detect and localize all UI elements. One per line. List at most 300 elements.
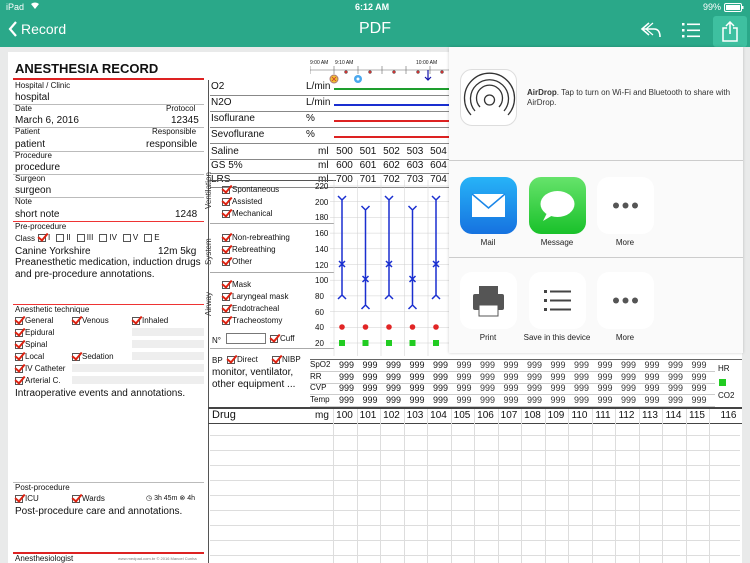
fluid-name: Saline — [211, 146, 239, 157]
drug-column: 102 — [383, 410, 400, 421]
drug-unit: mg — [315, 410, 329, 421]
drug-label: Drug — [212, 409, 236, 421]
option-label: Rebreathing — [232, 245, 276, 254]
protocol-label: Protocol — [166, 104, 196, 113]
class-i[interactable]: I — [38, 233, 50, 242]
tech-inhaled[interactable]: Inhaled — [132, 316, 168, 325]
checkbox-icon — [72, 495, 80, 503]
share-sheet — [449, 47, 743, 353]
row-divider — [210, 143, 452, 144]
grid-col — [451, 409, 452, 563]
checkbox-icon — [15, 329, 23, 337]
tech-sedation[interactable]: Sedation — [72, 352, 114, 361]
animal-name: Canine Yorkshire — [15, 246, 91, 257]
vital-value: 999 — [573, 394, 590, 405]
checkbox-icon — [222, 305, 230, 313]
option-label: Mechanical — [232, 209, 273, 218]
checkbox-icon — [15, 341, 23, 349]
vital-value: 999 — [409, 360, 425, 370]
date-label: Date — [15, 104, 32, 113]
checkbox-icon — [222, 258, 230, 266]
duration: ◷ 3h 45m ⊗ 4h — [146, 495, 195, 502]
vital-value: 999 — [362, 360, 378, 370]
vital-value: 999 — [550, 383, 566, 393]
system-option[interactable] — [222, 245, 276, 254]
vital-value: 999 — [503, 360, 519, 370]
vital-value: 999 — [409, 394, 425, 405]
tech-general[interactable]: General — [15, 316, 53, 325]
vital-value: 999 — [338, 383, 355, 393]
airway-option[interactable] — [222, 316, 282, 325]
monitor-text: monitor, ventilator, other equipment ... — [212, 367, 296, 390]
vital-value: 999 — [550, 394, 566, 405]
option-label: Non-rebreathing — [232, 233, 290, 242]
gas-name: O2 — [211, 81, 225, 92]
vital-value: 999 — [479, 371, 496, 382]
note-value: short note — [15, 209, 60, 220]
procedure-label: Procedure — [15, 151, 52, 160]
grid-col — [357, 409, 358, 563]
grid-col — [709, 409, 710, 563]
fluid-value: 702 — [383, 174, 400, 185]
vital-name: SpO2 — [310, 360, 331, 369]
vital-value: 999 — [526, 360, 543, 370]
fluid-unit: ml — [318, 146, 329, 157]
y-tick: 60 — [315, 307, 324, 317]
drug-column: 103 — [406, 410, 424, 421]
co2-marker-icon — [719, 379, 726, 386]
gas-line — [334, 104, 452, 106]
drug-column: 106 — [477, 410, 494, 421]
vital-value: 999 — [644, 394, 660, 405]
tube-number-field[interactable] — [226, 333, 266, 344]
footer-copyright: www.medpad.com.br © 2016 Manoel Cunha — [118, 556, 197, 561]
tech-iv-catheter[interactable]: IV Catheter — [15, 364, 65, 373]
vital-value: 999 — [456, 394, 472, 405]
fluid-value: 504 — [430, 146, 447, 157]
vital-value: 999 — [385, 371, 402, 382]
y-tick: 160 — [315, 229, 329, 239]
vital-value: 999 — [667, 394, 684, 405]
vital-value: 999 — [362, 394, 378, 405]
row-divider — [210, 111, 452, 112]
y-tick: 220 — [315, 182, 329, 191]
postproc-label: Post-procedure — [15, 483, 70, 492]
checkbox-icon — [15, 495, 23, 503]
grid-row — [210, 555, 740, 556]
option-label: Assisted — [232, 197, 263, 206]
fluid-name: GS 5% — [211, 160, 243, 171]
print-label: Print — [479, 333, 497, 342]
drug-column: 100 — [336, 410, 353, 421]
vital-value: 999 — [691, 383, 707, 393]
gas-name: Sevoflurane — [211, 129, 265, 140]
share-actions-row — [449, 258, 743, 353]
drug-column: 116 — [720, 410, 737, 421]
vital-value: 999 — [503, 394, 519, 405]
grid-col — [686, 409, 687, 563]
vital-value: 999 — [550, 371, 566, 382]
vital-value: 999 — [409, 383, 425, 393]
fluid-value: 704 — [430, 174, 447, 185]
class-e[interactable]: E — [144, 233, 159, 242]
hr-mark — [386, 324, 392, 330]
post-icu[interactable]: ICU — [15, 494, 39, 503]
bp-mark — [385, 196, 393, 299]
gas-name: N2O — [211, 97, 232, 108]
vital-value: 999 — [503, 371, 519, 382]
option-label: Laryngeal mask — [232, 292, 289, 301]
class-label: Class — [15, 234, 36, 243]
responsible-label: Responsible — [152, 127, 197, 136]
carrier: iPad — [6, 2, 25, 12]
postproc-text: Post-procedure care and annotations. — [15, 506, 183, 517]
y-tick: 120 — [315, 260, 329, 270]
y-tick: 180 — [315, 213, 329, 223]
intraop-text: Intraoperative events and annotations. — [15, 388, 186, 399]
y-tick: 200 — [315, 197, 329, 207]
vital-value: 999 — [573, 383, 590, 393]
print-button[interactable] — [460, 272, 517, 329]
grid-col — [521, 409, 522, 563]
message-icon — [529, 177, 586, 234]
checkbox-icon — [227, 356, 235, 364]
y-tick: 20 — [315, 339, 324, 348]
checkbox-icon — [56, 234, 64, 242]
vital-value: 999 — [667, 360, 684, 370]
checkbox-icon — [222, 246, 230, 254]
record-title: ANESTHESIA RECORD — [15, 61, 159, 76]
tech-venous[interactable]: Venous — [72, 316, 109, 325]
surgeon-value: surgeon — [15, 185, 52, 196]
fluid-value: 500 — [336, 146, 353, 157]
drug-column: 109 — [547, 410, 565, 421]
vital-value: 999 — [385, 394, 402, 405]
grid-col — [404, 409, 405, 563]
bp-direct[interactable]: Direct — [227, 355, 258, 364]
vital-name: RR — [310, 371, 322, 381]
checkbox-icon — [77, 234, 85, 242]
vital-value: 999 — [338, 360, 355, 370]
checkbox-icon — [15, 317, 23, 325]
option-label: Other — [232, 257, 253, 266]
more-icon — [597, 272, 654, 329]
checkbox-icon — [222, 317, 230, 325]
y-tick: 40 — [315, 323, 324, 333]
vital-value: 999 — [620, 360, 637, 370]
vital-value: 999 — [479, 360, 496, 370]
y-tick: 80 — [315, 291, 324, 301]
preproc-label: Pre-procedure — [15, 222, 67, 231]
fluid-value: 604 — [430, 160, 447, 171]
hospital-value: hospital — [15, 92, 50, 103]
time-2: 9:10 AM — [335, 60, 354, 66]
vital-value: 999 — [550, 360, 566, 370]
airdrop-description: AirDrop. Tap to turn on Wi-Fi and Bluetooth to share with AirDrop. — [527, 88, 731, 107]
fluid-value: 703 — [406, 174, 424, 185]
grid-col — [662, 409, 663, 563]
checkbox-icon — [123, 234, 131, 242]
hr-mark — [433, 324, 439, 330]
vital-value: 999 — [362, 383, 378, 393]
co2-mark — [410, 340, 416, 346]
save-device-button[interactable] — [529, 272, 586, 329]
checkbox-icon — [15, 377, 23, 385]
checkbox-icon — [72, 353, 80, 361]
vital-value: 999 — [691, 394, 707, 405]
vital-value: 999 — [526, 394, 543, 405]
checkbox-icon — [222, 186, 230, 194]
more-label: More — [615, 238, 635, 247]
grid-row — [210, 450, 740, 451]
grid-row — [210, 540, 740, 541]
mail-button[interactable] — [460, 177, 517, 234]
grid-col — [498, 409, 499, 563]
checkbox-icon — [222, 210, 230, 218]
gas-unit: L/min — [306, 81, 331, 92]
airway-label: Airway — [204, 291, 213, 316]
vent-option[interactable] — [222, 209, 272, 218]
gas-unit: % — [306, 129, 315, 140]
protocol-value: 12345 — [171, 115, 199, 126]
vital-value: 999 — [385, 383, 402, 393]
vital-name: Temp — [310, 394, 330, 404]
responsible-value: responsible — [146, 139, 198, 150]
time-3: 10:00 AM — [416, 60, 438, 66]
grid-row — [210, 525, 740, 526]
airdrop-icon — [460, 69, 517, 126]
more-apps-button[interactable] — [597, 177, 654, 234]
surgeon-label: Surgeon — [15, 174, 46, 183]
vital-value: 999 — [432, 371, 449, 382]
bp-label: BP — [212, 356, 223, 365]
vital-value: 999 — [338, 371, 355, 382]
vital-value: 999 — [456, 360, 472, 370]
fluid-value: 601 — [359, 160, 377, 171]
drug-column: 115 — [689, 410, 705, 421]
drug-column: 104 — [430, 410, 447, 421]
vital-value: 999 — [597, 394, 613, 405]
vital-value: 999 — [691, 360, 707, 370]
list-icon — [529, 272, 586, 329]
preproc-text: Preanesthetic medication, induction drugs and pre-procedure annotations. — [15, 257, 201, 280]
gas-line — [334, 88, 452, 90]
system-option[interactable] — [222, 257, 252, 266]
share-apps-row — [449, 161, 743, 257]
fluid-value: 602 — [383, 160, 400, 171]
drug-column: 112 — [618, 410, 635, 421]
bp-mark — [432, 196, 440, 299]
grid-col — [639, 409, 640, 563]
mail-icon — [460, 177, 517, 234]
fluid-value: 700 — [336, 174, 353, 185]
grid-row — [210, 495, 740, 496]
gas-unit: L/min — [306, 97, 331, 108]
tech-epidural[interactable]: Epidural — [15, 328, 54, 337]
checkbox-icon — [72, 317, 80, 325]
fluid-value: 502 — [383, 146, 400, 157]
vital-value: 999 — [479, 394, 496, 405]
message-label: Message — [540, 238, 574, 247]
vital-value: 999 — [667, 371, 684, 382]
checkbox-icon — [222, 281, 230, 289]
vital-value: 999 — [385, 360, 402, 370]
grid-row — [210, 480, 740, 481]
list-menu-icon[interactable] — [682, 22, 700, 43]
co2-mark — [363, 340, 369, 346]
vital-value: 999 — [432, 383, 449, 393]
anesthesiologist-label: Anesthesiologist — [15, 554, 74, 563]
page-title: PDF — [359, 20, 391, 37]
drug-column: 110 — [571, 410, 588, 421]
option-label: Mask — [232, 280, 252, 289]
drug-column: 107 — [500, 410, 518, 421]
vital-value: 999 — [573, 360, 590, 370]
system-option[interactable] — [222, 233, 290, 242]
system-label: System — [204, 238, 213, 265]
share-icon — [722, 21, 738, 42]
save-device-label: Save in this device — [523, 333, 591, 342]
option-label: Tracheostomy — [232, 316, 283, 325]
vital-value: 999 — [432, 394, 449, 405]
co2-mark — [339, 340, 345, 346]
grid-col — [568, 409, 569, 563]
gas-line — [334, 136, 452, 138]
airway-option[interactable] — [222, 280, 251, 289]
gas-unit: % — [306, 113, 315, 124]
tech-local[interactable]: Local — [15, 352, 44, 361]
hr-mark — [363, 324, 369, 330]
note-number: 1248 — [175, 209, 198, 220]
vital-value: 999 — [597, 383, 613, 393]
co2-mark — [433, 340, 439, 346]
y-tick: 100 — [315, 276, 329, 286]
vent-option[interactable] — [222, 197, 262, 206]
grid-row — [210, 510, 740, 511]
vital-name: CVP — [310, 383, 327, 392]
bp-nibp[interactable]: NIBP — [272, 355, 301, 364]
drug-column: 105 — [453, 410, 471, 421]
airdrop-section[interactable] — [449, 47, 743, 160]
gas-name: Isoflurane — [211, 113, 255, 124]
technique-label: Anesthetic technique — [15, 305, 90, 314]
time-1: 9:00 AM — [310, 60, 329, 66]
vital-value: 999 — [362, 371, 378, 382]
fluid-unit: ml — [318, 160, 329, 171]
reply-icon[interactable] — [640, 21, 662, 44]
grid-col — [427, 409, 428, 563]
vital-value: 999 — [526, 371, 543, 382]
tube-number-label: N° — [212, 336, 221, 345]
date-value: March 6, 2016 — [15, 115, 79, 126]
option-label: Spontaneous — [232, 185, 280, 194]
more-actions-label: More — [615, 333, 635, 342]
grid-col — [615, 409, 616, 563]
drug-column: 113 — [642, 410, 658, 421]
grid-col — [545, 409, 546, 563]
hospital-label: Hospital / Clinic — [15, 81, 71, 90]
message-button[interactable] — [529, 177, 586, 234]
vital-value: 999 — [667, 383, 684, 393]
checkbox-icon — [15, 353, 23, 361]
fluid-value: 603 — [406, 160, 424, 171]
vital-value: 999 — [620, 371, 637, 382]
fluid-value: 701 — [359, 174, 377, 185]
vital-value: 999 — [691, 371, 707, 382]
grid-col — [592, 409, 593, 563]
airway-option[interactable] — [222, 292, 288, 301]
vital-value: 999 — [644, 371, 660, 382]
class-iv[interactable]: IV — [99, 233, 117, 242]
tech-arterial[interactable]: Arterial C. — [15, 376, 61, 385]
ventilation-label: Ventilation — [204, 172, 213, 209]
drug-column: 111 — [595, 410, 611, 421]
hr-mark — [339, 324, 345, 330]
vital-value: 999 — [456, 383, 472, 393]
class-ii[interactable]: II — [56, 233, 70, 242]
drug-column: 108 — [524, 410, 541, 421]
navigation-bar — [0, 15, 750, 47]
airway-option[interactable] — [222, 304, 279, 313]
grid-col — [333, 409, 334, 563]
vital-value: 999 — [620, 394, 637, 405]
checkbox-icon — [272, 356, 280, 364]
gas-line — [334, 120, 452, 122]
grid-col — [474, 409, 475, 563]
co2-legend: CO2 — [718, 391, 735, 400]
co2-mark — [386, 340, 392, 346]
share-button[interactable] — [713, 16, 747, 47]
mail-label: Mail — [480, 238, 496, 247]
patient-label: Patient — [15, 127, 40, 136]
drug-column: 114 — [665, 410, 682, 421]
back-label: Record — [21, 21, 67, 37]
asa-class-group — [38, 233, 160, 242]
class-iii[interactable]: III — [77, 233, 94, 242]
vital-value: 999 — [479, 383, 496, 393]
battery-icon — [724, 3, 744, 14]
wifi-icon — [30, 1, 40, 12]
vital-value: 999 — [503, 383, 519, 393]
animal-info: 12m 5kg — [158, 246, 197, 257]
hr-legend: HR — [718, 364, 730, 373]
checkbox-icon — [270, 335, 278, 343]
drug-column: 101 — [359, 410, 377, 421]
row-divider — [210, 127, 452, 128]
vital-value: 999 — [409, 371, 425, 382]
class-v[interactable]: V — [123, 233, 138, 242]
cuff-check[interactable]: Cuff — [270, 334, 295, 343]
vital-value: 999 — [526, 383, 543, 393]
more-actions-button[interactable] — [597, 272, 654, 329]
procedure-value: procedure — [15, 162, 61, 173]
vital-value: 999 — [644, 383, 660, 393]
checkbox-icon — [222, 198, 230, 206]
bp-mark — [409, 206, 417, 309]
more-icon — [597, 177, 654, 234]
grid-row — [210, 465, 740, 466]
tech-spinal[interactable]: Spinal — [15, 340, 47, 349]
checkbox-icon — [38, 234, 46, 242]
checkbox-icon — [99, 234, 107, 242]
post-wards[interactable]: Wards — [72, 494, 105, 503]
vent-option[interactable] — [222, 185, 279, 194]
hr-mark — [410, 324, 416, 330]
checkbox-icon — [144, 234, 152, 242]
bp-mark — [338, 196, 346, 299]
vital-value: 999 — [597, 360, 613, 370]
vital-value: 999 — [644, 360, 660, 370]
